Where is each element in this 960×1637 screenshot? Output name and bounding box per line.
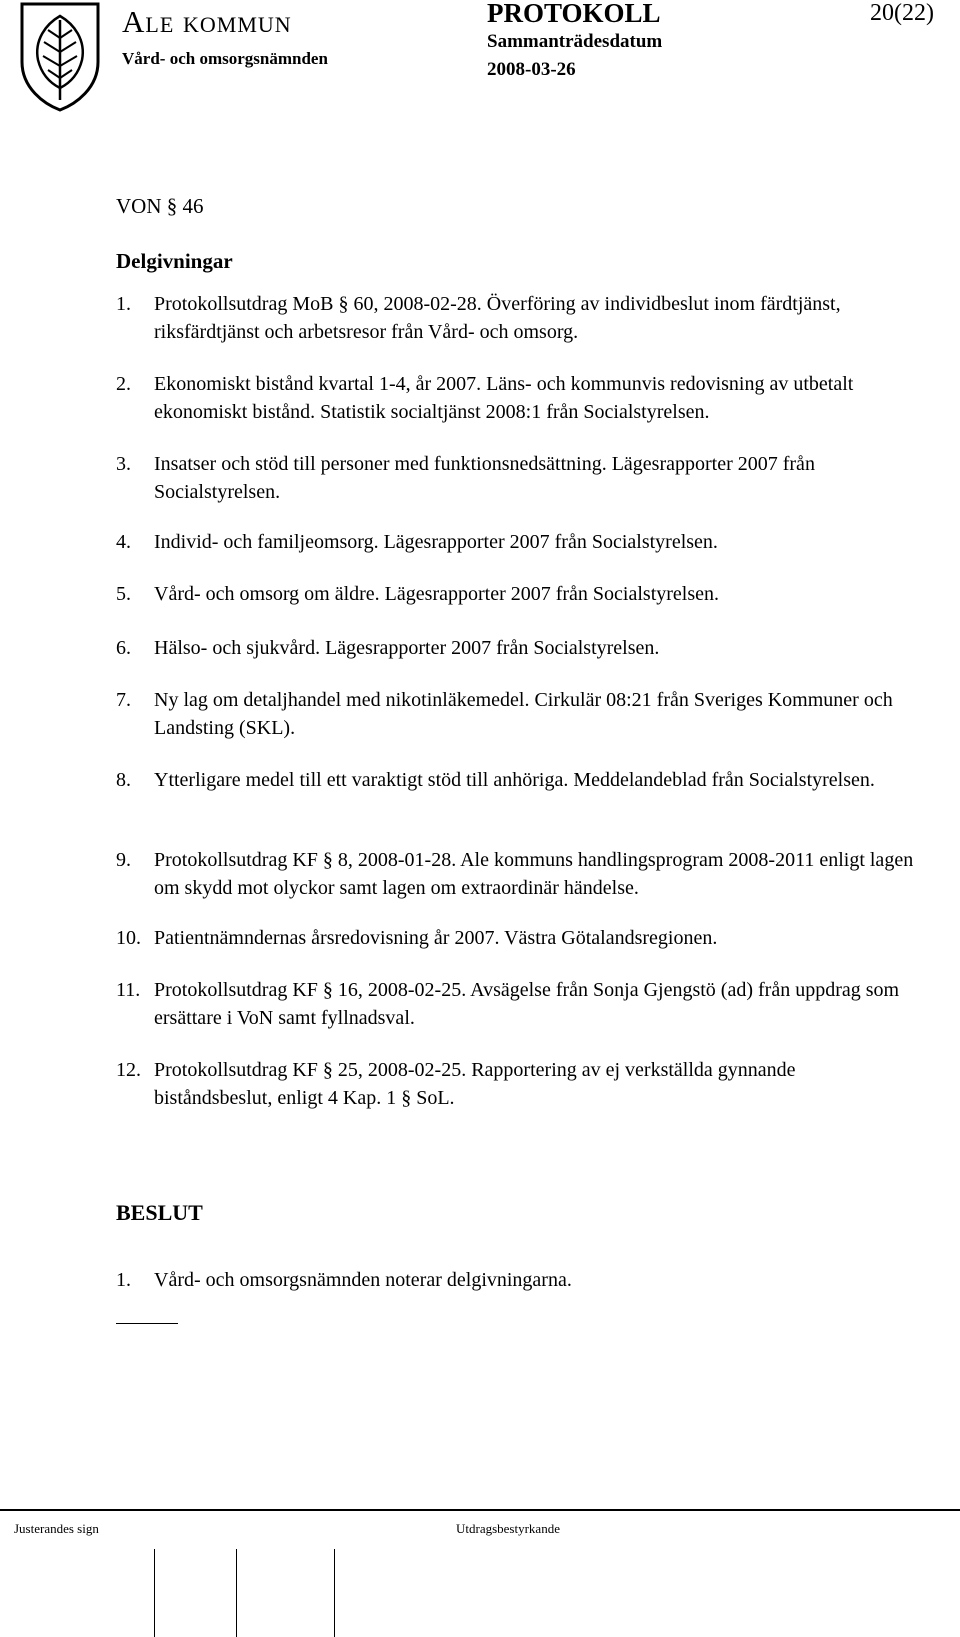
meeting-date-value: 2008-03-26 [487, 59, 576, 80]
item-text: Ekonomiskt bistånd kvartal 1-4, år 2007. Läns- och kommunvis redovisning av utbetalt ekonomiskt bistånd. Statistik socialtjänst 2008:1 från Socialstyrelsen. [154, 373, 854, 423]
item-number: 12. [116, 1059, 141, 1081]
meeting-date-label: Sammanträdesdatum [487, 31, 663, 52]
beslut-heading: BESLUT [116, 1200, 203, 1225]
item-text: Insatser och stöd till personer med funktionsnedsättning. Lägesrapporter 2007 från Socialstyrelsen. [154, 453, 815, 503]
item-number: 3. [116, 453, 131, 475]
item-text: Protokollsutdrag KF § 8, 2008-01-28. Ale kommuns handlingsprogram 2008-2011 enligt lagen om skydd mot olyckor samt lagen om extraordinär händelse. [154, 849, 914, 899]
item-text: Hälso- och sjukvård. Lägesrapporter 2007 från Socialstyrelsen. [154, 637, 660, 659]
item-text: Patientnämndernas årsredovisning år 2007. Västra Götalandsregionen. [154, 927, 718, 949]
section-reference: VON § 46 [116, 194, 204, 218]
item-number: 2. [116, 373, 131, 395]
extract-label: Utdragsbestyrkande [456, 1521, 560, 1536]
item-text: Protokollsutdrag KF § 25, 2008-02-25. Rapportering av ej verkställda gynnande biståndsbeslut, enligt 4 Kap. 1 § SoL. [154, 1059, 796, 1109]
end-rule [116, 1323, 178, 1324]
item-number: 8. [116, 769, 131, 791]
footer-divider [0, 1509, 960, 1511]
item-number: 4. [116, 531, 131, 553]
org-department: Vård- och omsorgsnämnden [122, 49, 328, 68]
item-number: 7. [116, 689, 131, 711]
signature-box-divider [334, 1549, 335, 1637]
item-text: Protokollsutdrag KF § 16, 2008-02-25. Avsägelse från Sonja Gjengstö (ad) från uppdrag som ersättare i VoN samt fyllnadsval. [154, 979, 900, 1029]
item-text: Individ- och familjeomsorg. Lägesrapporter 2007 från Socialstyrelsen. [154, 531, 718, 553]
section-heading: Delgivningar [116, 249, 233, 273]
page-number: 20(22) [870, 0, 934, 26]
signature-box-divider [236, 1549, 237, 1637]
item-number: 11. [116, 979, 141, 1001]
item-text: Vård- och omsorg om äldre. Lägesrapporter 2007 från Socialstyrelsen. [154, 583, 720, 605]
sign-label: Justerandes sign [14, 1521, 99, 1536]
signature-footer [0, 1509, 960, 1637]
document-type: PROTOKOLL [487, 0, 661, 28]
item-number: 9. [116, 849, 131, 871]
item-number: 10. [116, 927, 141, 949]
decision-number: 1. [116, 1269, 131, 1291]
item-text: Protokollsutdrag MoB § 60, 2008-02-28. Överföring av individbeslut inom färdtjänst, riksfärdtjänst och arbetsresor från Vård- och omsorg. [154, 293, 841, 343]
org-name: Ale kommun [122, 4, 292, 39]
item-number: 6. [116, 637, 131, 659]
item-text: Ytterligare medel till ett varaktigt stöd till anhöriga. Meddelandeblad från Socialstyrelsen. [154, 769, 875, 791]
decision-text: Vård- och omsorgsnämnden noterar delgivningarna. [154, 1269, 572, 1291]
item-text: Ny lag om detaljhandel med nikotinläkemedel. Cirkulär 08:21 från Sveriges Kommuner och Landsting (SKL). [154, 689, 893, 739]
signature-box-divider [154, 1549, 155, 1637]
item-number: 1. [116, 293, 131, 315]
item-number: 5. [116, 583, 131, 605]
